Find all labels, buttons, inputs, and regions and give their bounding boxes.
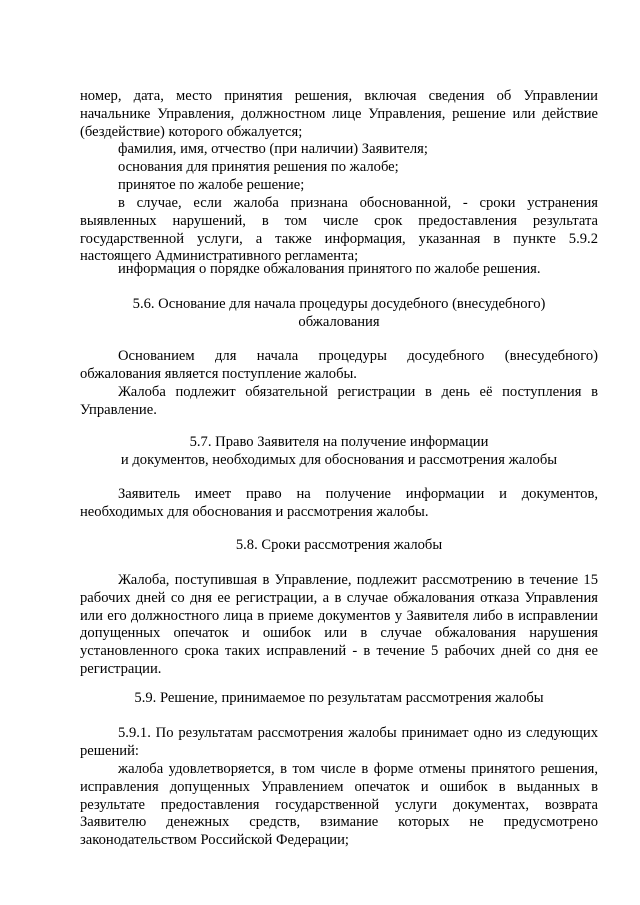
intro-paragraph-2: фамилия, имя, отчество (при наличии) Заявителя; bbox=[118, 141, 428, 157]
section-5-7-paragraph-1: Заявитель имеет право на получение информации и документов, необходимых для обоснования и рассмотрения жалобы. bbox=[80, 486, 598, 520]
heading-line: 5.7. Право Заявителя на получение информации bbox=[189, 434, 489, 450]
intro-paragraph-6: информация о порядке обжалования принятого по жалобе решения. bbox=[118, 261, 541, 277]
intro-paragraph-1: номер, дата, место принятия решения, включая сведения об Управлении начальнике Управления, должностном лице Управления, решение или действие (бездействие) которого обжалуется; bbox=[80, 88, 598, 140]
heading-line: и документов, необходимых для обоснования и рассмотрения жалобы bbox=[120, 451, 558, 468]
heading-line: 5.9. Решение, принимаемое по результатам рассмотрения жалобы bbox=[134, 690, 544, 706]
section-5-8-paragraph-1: Жалоба, поступившая в Управление, подлежит рассмотрению в течение 15 рабочих дней со дня ее регистрации, а в случае обжалования отказа Управления или его должностного лица в приеме документов у Заявителя либо в исправлении допущенных опечаток и ошибок или в случае обжалования нарушения установленного срока таких исправлений - в течение 5 рабочих дней со дня ее регистрации. bbox=[80, 572, 598, 677]
section-5-9-paragraph-2: жалоба удовлетворяется, в том числе в форме отмены принятого решения, исправления допущенных Управлением опечаток и ошибок в выданных в результате предоставления государственной услуги документах, возврата Заявителю денежных средств, взимание которых не предусмотрено законодательством Российской Федерации; bbox=[80, 761, 598, 849]
section-5-9-paragraph-1: 5.9.1. По результатам рассмотрения жалобы принимает одно из следующих решений: bbox=[80, 725, 598, 759]
section-5-6-paragraph-1: Основанием для начала процедуры досудебного (внесудебного) обжалования является поступление жалобы. bbox=[80, 348, 598, 382]
heading-line: обжалования bbox=[298, 313, 380, 330]
section-5-9-heading bbox=[80, 690, 598, 708]
section-5-8-heading bbox=[80, 537, 598, 555]
section-5-6-heading bbox=[80, 296, 598, 332]
intro-paragraph-4: принятое по жалобе решение; bbox=[118, 177, 305, 193]
heading-line: 5.6. Основание для начала процедуры досудебного (внесудебного) bbox=[132, 296, 546, 312]
section-5-7-heading bbox=[80, 434, 598, 470]
intro-paragraph-5: в случае, если жалоба признана обоснованной, - сроки устранения выявленных нарушений, в том числе срок предоставления результата государственной услуги, а также информация, указанная в пункте 5.9.2 настоящего Административного регламента; bbox=[80, 195, 598, 265]
heading-line: 5.8. Сроки рассмотрения жалобы bbox=[235, 537, 443, 553]
section-5-6-paragraph-2: Жалоба подлежит обязательной регистрации в день её поступления в Управление. bbox=[80, 384, 598, 418]
intro-paragraph-3: основания для принятия решения по жалобе; bbox=[118, 159, 399, 175]
